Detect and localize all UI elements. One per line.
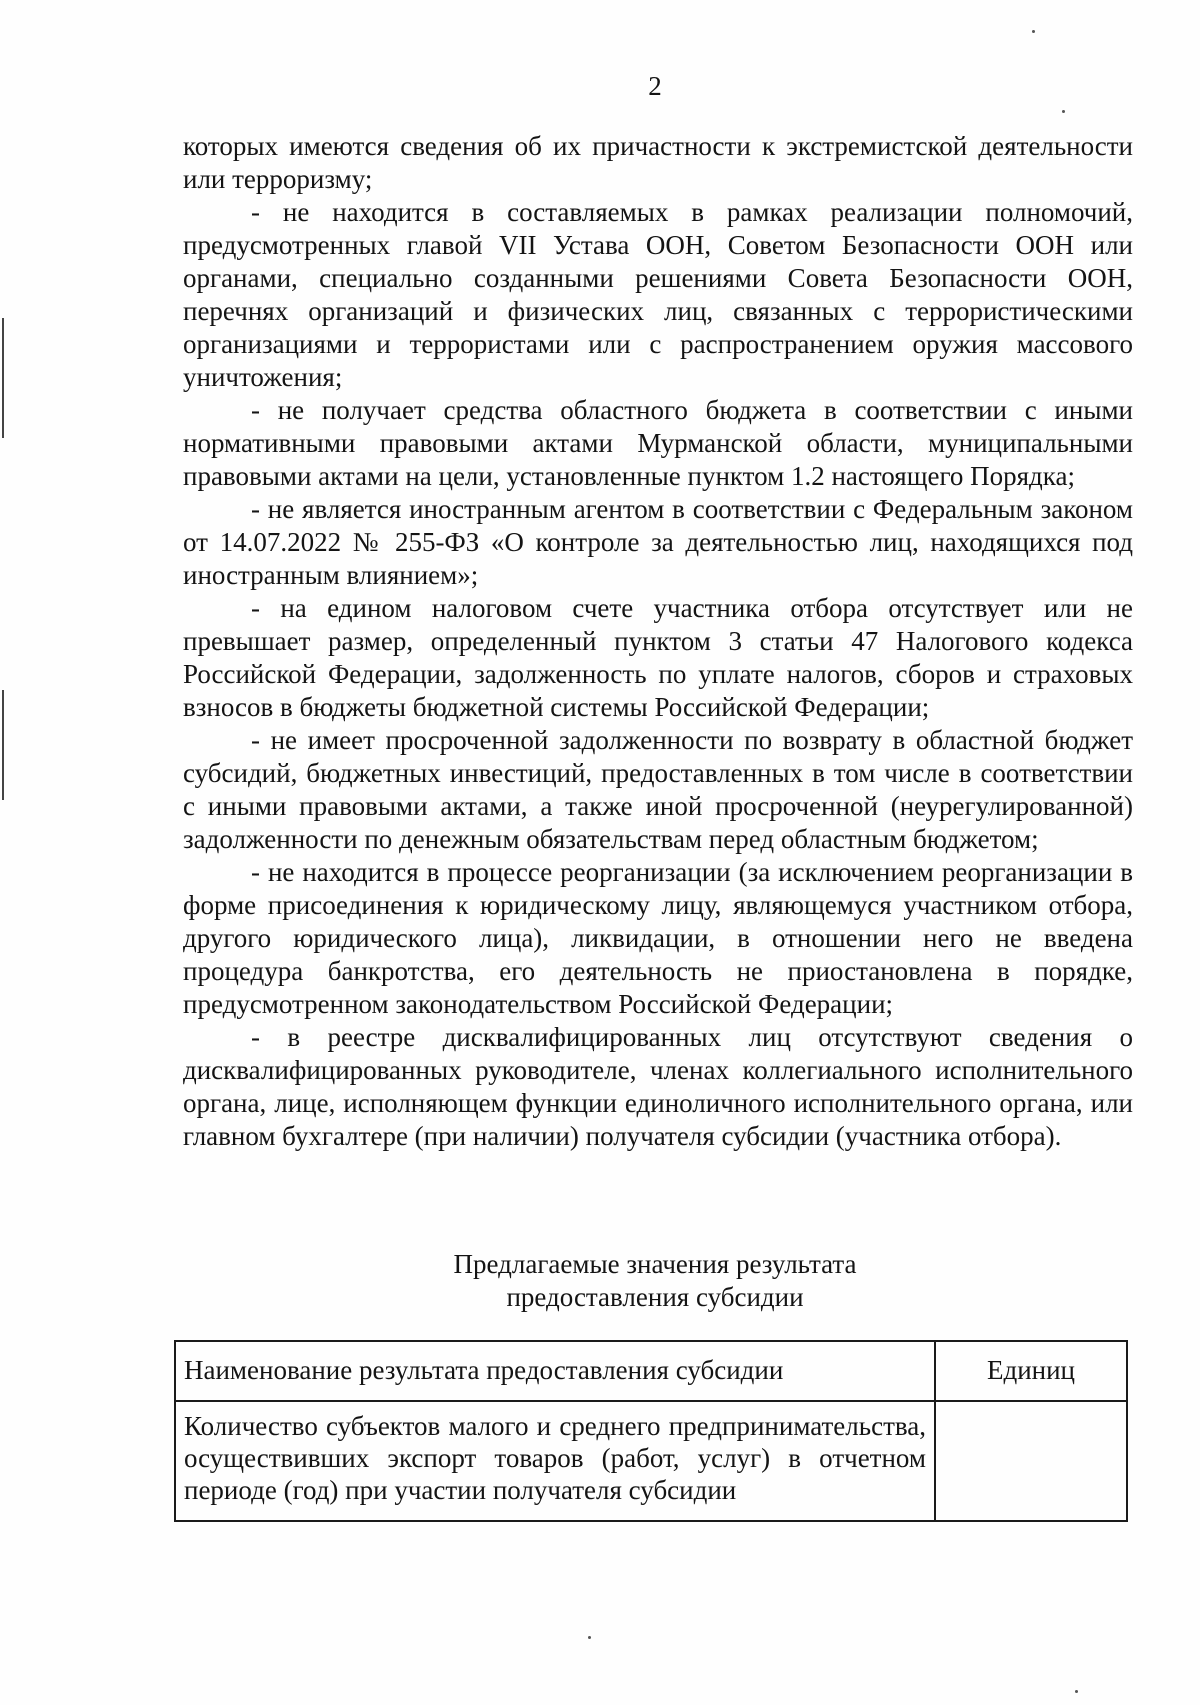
scan-margin-line [2,318,4,438]
section-title [400,1248,910,1314]
results-table [174,1340,1128,1522]
paragraph-foreign-agent: - не является иностранным агентом в соответствии с Федеральным законом от 14.07.2022 № 255-ФЗ «О контроле за деятельностью лиц, находящихся под иностранным влиянием»; [183,494,1133,590]
scan-speck [1075,1690,1078,1693]
paragraph-reorganization: - не находится в процессе реорганизации (за исключением реорганизации в форме присоединения к юридическому лицу, являющемуся участником отбора, другого юридического лица), ликвидации, в отношении него не введена процедура банкротства, его деятельность не приостановлена в порядке, предусмотренном законодательством Российской Федерации; [183,857,1133,1019]
header-unit: Единиц [935,1341,1127,1401]
scan-speck [1062,110,1065,113]
paragraph-un-sanctions: - не находится в составляемых в рамках реализации полномочий, предусмотренных главой VII Устава ООН, Советом Безопасности ООН или органами, специально созданными решениями Совета Безопасности ООН, перечнях организаций и физических лиц, связанных с террористическими организациями и террористами или с распространением оружия массового уничтожения; [183,197,1133,392]
table-header-row [175,1341,1127,1401]
scan-speck [1032,30,1035,33]
page-number: 2 [648,71,662,101]
cell-result-name: Количество субъектов малого и среднего предпринимательства, осуществивших экспорт товаров (работ, услуг) в отчетном периоде (год) при участии получателя субсидии [175,1401,935,1521]
paragraph-regional-budget: - не получает средства областного бюджета в соответствии с иными нормативными правовыми актами Мурманской области, муниципальными правовыми актами на цели, установленные пунктом 1.2 настоящего Порядка; [183,395,1133,491]
section-title-line-2: предоставления субсидии [506,1282,804,1312]
paragraph-disqualified-persons: - в реестре дисквалифицированных лиц отсутствуют сведения о дисквалифицированных руководителе, членах коллегиального исполнительного органа, лице, исполняющем функции единоличного исполнительного органа, или главном бухгалтере (при наличии) получателя субсидии (участника отбора). [183,1022,1133,1151]
scan-margin-line [2,690,4,800]
document-body [183,130,1133,1153]
paragraph-tax-account: - на едином налоговом счете участника отбора отсутствует или не превышает размер, определенный пунктом 3 статьи 47 Налогового кодекса Российской Федерации, задолженность по уплате налогов, сборов и страховых взносов в бюджеты бюджетной системы Российской Федерации; [183,593,1133,722]
paragraph-overdue-debt: - не имеет просроченной задолженности по возврату в областной бюджет субсидий, бюджетных инвестиций, предоставленных в том числе в соответствии с иными правовыми актами, а также иной просроченной (неурегулированной) задолженности по денежным обязательствам перед областным бюджетом; [183,725,1133,854]
paragraph-continuation: которых имеются сведения об их причастности к экстремистской деятельности или терроризму; [183,131,1133,194]
table-row [175,1401,1127,1521]
cell-unit [935,1401,1127,1521]
header-result-name: Наименование результата предоставления субсидии [175,1341,935,1401]
scan-speck [588,1636,591,1639]
section-title-line-1: Предлагаемые значения результата [453,1249,857,1279]
